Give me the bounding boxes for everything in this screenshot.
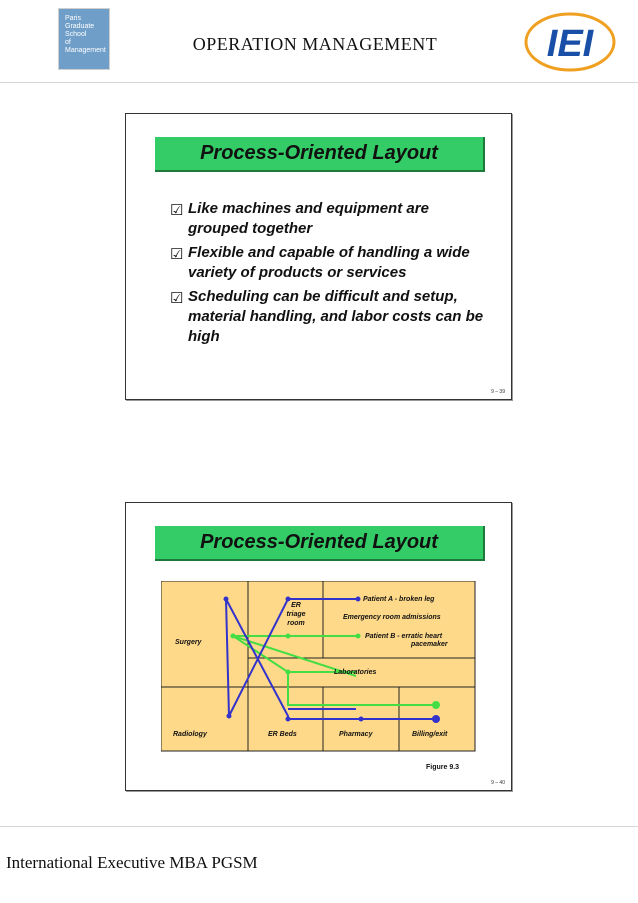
bullet-item [170, 199, 490, 239]
slide-40 [125, 502, 512, 791]
pharmacy-label: Pharmacy [339, 731, 373, 738]
bullet-list [170, 199, 490, 351]
patient-b-label-line1: Patient B - erratic heart [365, 633, 443, 640]
slide-page-number: 9 – 39 [491, 389, 505, 395]
header-divider [0, 82, 638, 83]
page-header-title: OPERATION MANAGEMENT [192, 34, 438, 54]
er-triage-label-line2: triage [286, 611, 306, 618]
laboratories-label: Laboratories [334, 669, 377, 676]
logo-line: Paris [65, 15, 81, 22]
patient-a-dot [224, 597, 229, 602]
layout-background [161, 581, 475, 751]
figure-caption: Figure 9.3 [426, 764, 460, 771]
logo-line: Graduate [65, 23, 95, 30]
patient-a-end-dot [432, 715, 440, 723]
slide-title: Process-Oriented Layout [155, 137, 485, 172]
patient-b-dot [231, 634, 236, 639]
bullet-text: Like machines and equipment are grouped together [188, 200, 429, 237]
hospital-layout-diagram [161, 581, 476, 753]
patient-a-dot [227, 714, 232, 719]
patient-b-dot [286, 670, 291, 675]
pgsm-logo [58, 8, 110, 70]
er-triage-label-line1: ER [291, 602, 301, 609]
logo-line: School [65, 31, 87, 38]
er-beds-label: ER Beds [268, 731, 297, 738]
patient-b-dot [286, 634, 291, 639]
emergency-room-label: Emergency room admissions [343, 614, 441, 621]
billing-exit-label: Billing/exit [412, 731, 448, 738]
bullet-text: Scheduling can be difficult and setup, material handling, and labor costs can be high [188, 288, 484, 345]
patient-a-dot [286, 717, 291, 722]
slide-title: Process-Oriented Layout [155, 526, 485, 561]
slide-39 [125, 113, 512, 400]
iei-logo [520, 6, 620, 76]
bullet-item [170, 243, 490, 283]
logo-text: IEI [546, 23, 594, 65]
logo-line: of [65, 39, 71, 46]
patient-b-start-dot [356, 634, 361, 639]
patient-a-dot [359, 717, 364, 722]
surgery-label: Surgery [175, 639, 202, 646]
er-triage-label-line3: room [287, 620, 305, 627]
check-box-icon: ☑ [170, 290, 184, 307]
radiology-label: Radiology [173, 731, 207, 738]
patient-b-end-dot [432, 701, 440, 709]
slide-page-number: 9 – 40 [491, 780, 505, 786]
logo-line: Management [65, 47, 106, 54]
patient-a-dot [286, 597, 291, 602]
footer-text: International Executive MBA PGSM [6, 853, 258, 872]
check-box-icon: ☑ [170, 202, 184, 219]
bullet-text: Flexible and capable of handling a wide variety of products or services [188, 244, 470, 281]
bullet-item [170, 287, 490, 347]
patient-b-label-line2: pacemaker [411, 641, 448, 648]
check-box-icon: ☑ [170, 246, 184, 263]
patient-a-label: Patient A - broken leg [363, 596, 435, 603]
footer-divider [0, 826, 638, 827]
patient-a-start-dot [356, 597, 361, 602]
